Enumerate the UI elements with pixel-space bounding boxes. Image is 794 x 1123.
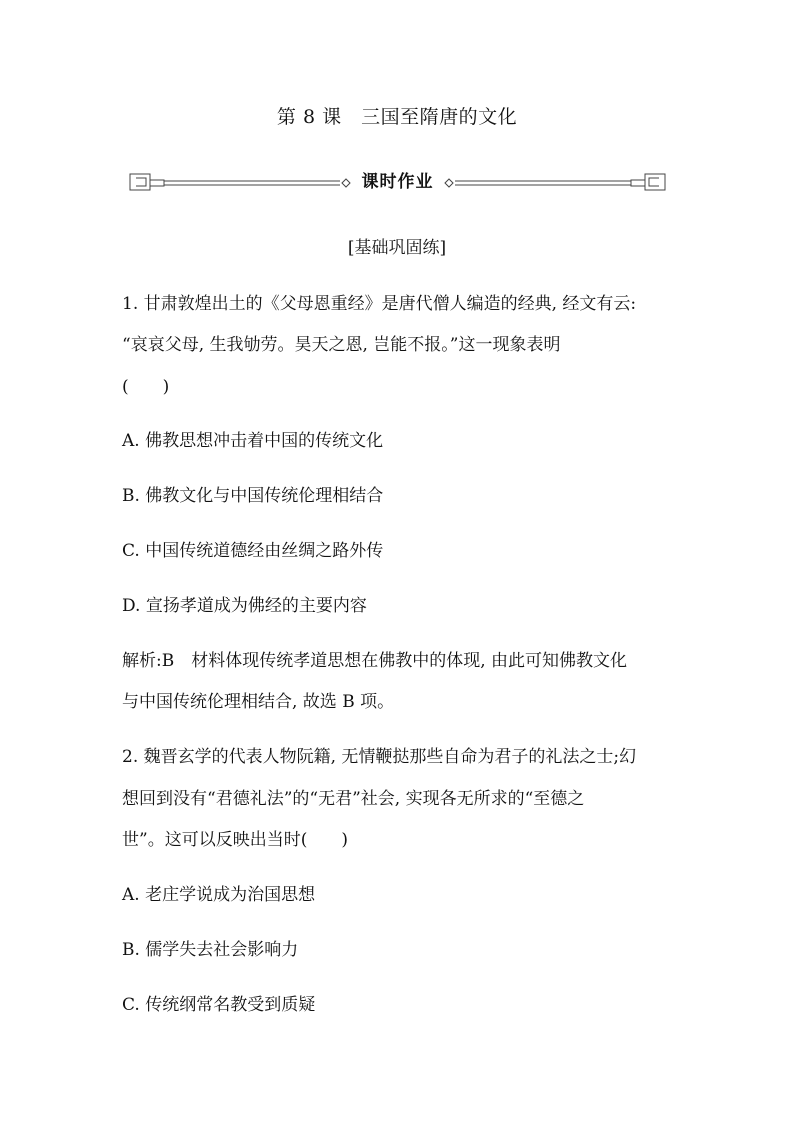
q1-stem-line: 1. 甘肃敦煌出土的《父母恩重经》是唐代僧人编造的经典, 经文有云: [122, 294, 637, 314]
q1-analysis-line: 解析:B 材料体现传统孝道思想在佛教中的体现, 由此可知佛教文化 [122, 651, 628, 671]
q1-option-c: C. 中国传统道德经由丝绸之路外传 [122, 541, 384, 561]
q1-analysis-line: 与中国传统伦理相结合, 故选 B 项。 [122, 692, 395, 712]
homework-banner [128, 166, 667, 198]
q2-option-b: B. 儒学失去社会影响力 [122, 940, 299, 960]
banner-label: 课时作业 [361, 172, 434, 192]
q1-option-b: B. 佛教文化与中国传统伦理相结合 [122, 486, 384, 506]
q2-stem-line: 想回到没有“君德礼法”的“无君”社会, 实现各无所求的“至德之 [122, 789, 585, 809]
q1-stem-line: “哀哀父母, 生我劬劳。昊天之恩, 岂能不报。”这一现象表明 [122, 335, 561, 355]
q1-option-a: A. 佛教思想冲击着中国的传统文化 [122, 431, 384, 451]
q2-option-c: C. 传统纲常名教受到质疑 [122, 995, 316, 1015]
q2-stem-line: 世”。这可以反映出当时( ) [122, 830, 348, 850]
q2-stem-line: 2. 魏晋玄学的代表人物阮籍, 无情鞭挞那些自命为君子的礼法之士;幻 [122, 747, 637, 767]
section-title: [基础巩固练] [347, 238, 447, 258]
lesson-title: 第 8 课 三国至隋唐的文化 [276, 106, 518, 128]
q1-option-d: D. 宣扬孝道成为佛经的主要内容 [122, 596, 367, 616]
q1-answer-blank: ( ) [122, 377, 170, 397]
q2-option-a: A. 老庄学说成为治国思想 [122, 885, 316, 905]
